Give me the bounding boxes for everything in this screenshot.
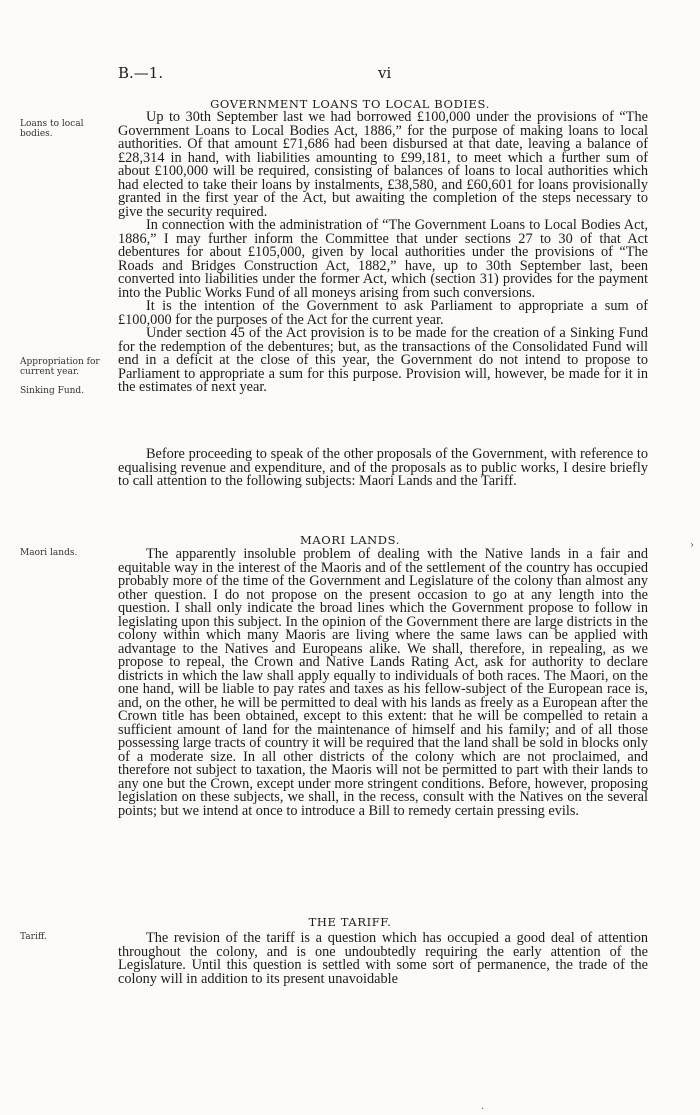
paragraph: Up to 30th September last we had borrowed £100,000 under the provisions of “The Government Loans to Local Bodies Act, 1886,” for the purpose of making loans to local authorities. Of that amount £71,686 had been disbursed at that date, leaving a balance of £28,314 in hand, with liabilities amounting to £99,181, to meet which a further sum of about £100,000 will be required, consisting of balances of loans to local authorities which had elected to take their loans by instalments, £38,580, and £60,601 for loans provisionally granted in the first year of the Act, but awaiting the completion of the steps necessary to give the security required. [118, 109, 648, 220]
side-note-loans: Loans to local bodies. [20, 119, 84, 139]
paragraph: The revision of the tariff is a question which has occupied a good deal of attention throughout the colony, and is one undoubtedly requiring the early attention of the Legislature. Until this question is settled with some sort of permanence, the trade of the colony will in addition to its present unavoidable [118, 930, 648, 987]
paragraph: Under section 45 of the Act provision is to be made for the creation of a Sinking Fund for the redemption of the debentures; but, as the transactions of the Consolidated Fund will end in a deficit at the close of this year, the Government do not intend to propose to Parliament to appropriate a sum for this purpose. Provision will, however, be made for it in the estimates of next year. [118, 325, 648, 395]
bottom-mark: · [481, 1104, 485, 1115]
side-note-maori-lands: Maori lands. [20, 548, 78, 558]
page-number: vi [378, 64, 392, 82]
document-reference: B.—1. [118, 64, 164, 82]
side-note-tariff: Tariff. [20, 932, 47, 942]
margin-mark: › [690, 540, 694, 551]
tariff-body [118, 932, 648, 986]
maori-lands-body [118, 548, 648, 818]
section-heading-maori-lands: MAORI LANDS. [300, 533, 400, 547]
paragraph: The apparently insoluble problem of dealing with the Native lands in a fair and equitable way in the interest of the Maoris and of the settlement of the country has occupied probably more of the time of the Government and Legislature of the colony than almost any other question. I do not propose on the present occasion to go at any length into the question. I shall only indicate the broad lines which the Government propose to follow in legislating upon this subject. In the opinion of the Government there are large districts in the colony within which many Maoris are living where the same laws can be applied with advantage to the Natives and Europeans alike. We shall, therefore, in repealing, as we propose to repeal, the Crown and Native Lands Rating Act, ask for authority to declare districts in which the law shall apply equally to individuals of both races. The Maori, on the one hand, will be liable to pay rates and taxes as his fellow-subject of the European race is, and, on the other, he will be permitted to deal with his lands as freely as a European after the Crown title has been obtained, except to this extent: that he will be compelled to retain a sufficient amount of land for the maintenance of himself and his family; and of all those possessing large tracts of country it will be required that the land shall be sold in blocks only of a moderate size. In all other districts of the colony which are not proclaimed, and therefore not subject to taxation, the Maoris will not be permitted to part with their lands to any one but the Crown, except under more stringent conditions. Before, however, proposing legislation on these subjects, we shall, in the recess, consult with the Natives on the several points; but we intend at once to introduce a Bill to remedy certain pressing evils. [118, 546, 648, 819]
loans-section-body [118, 111, 648, 395]
transition-body [118, 448, 648, 489]
paragraph: In connection with the administration of “The Government Loans to Local Bodies Act, 1886,” I may further inform the Committee that under sections 27 to 30 of that Act debentures for about £105,000, given by local authorities under the provisions of “The Roads and Bridges Construction Act, 1882,” have, up to 30th September last, been converted into liabilities under the former Act, which (section 31) provides for the payment into the Public Works Fund of all moneys arising from such conversions. [118, 217, 648, 301]
section-heading-loans: GOVERNMENT LOANS TO LOCAL BODIES. [210, 97, 490, 111]
paragraph: Before proceeding to speak of the other proposals of the Government, with reference to equalising revenue and expenditure, and of the proposals as to public works, I desire briefly to call attention to the following subjects: Maori Lands and the Tariff. [118, 446, 648, 489]
side-note-appropriation: Appropriation for current year. [20, 357, 100, 377]
paragraph: It is the intention of the Government to ask Parliament to appropriate a sum of £100,000 for the purposes of the Act for the current year. [118, 298, 648, 328]
section-heading-tariff: THE TARIFF. [308, 915, 392, 929]
side-note-sinking-fund: Sinking Fund. [20, 386, 85, 396]
